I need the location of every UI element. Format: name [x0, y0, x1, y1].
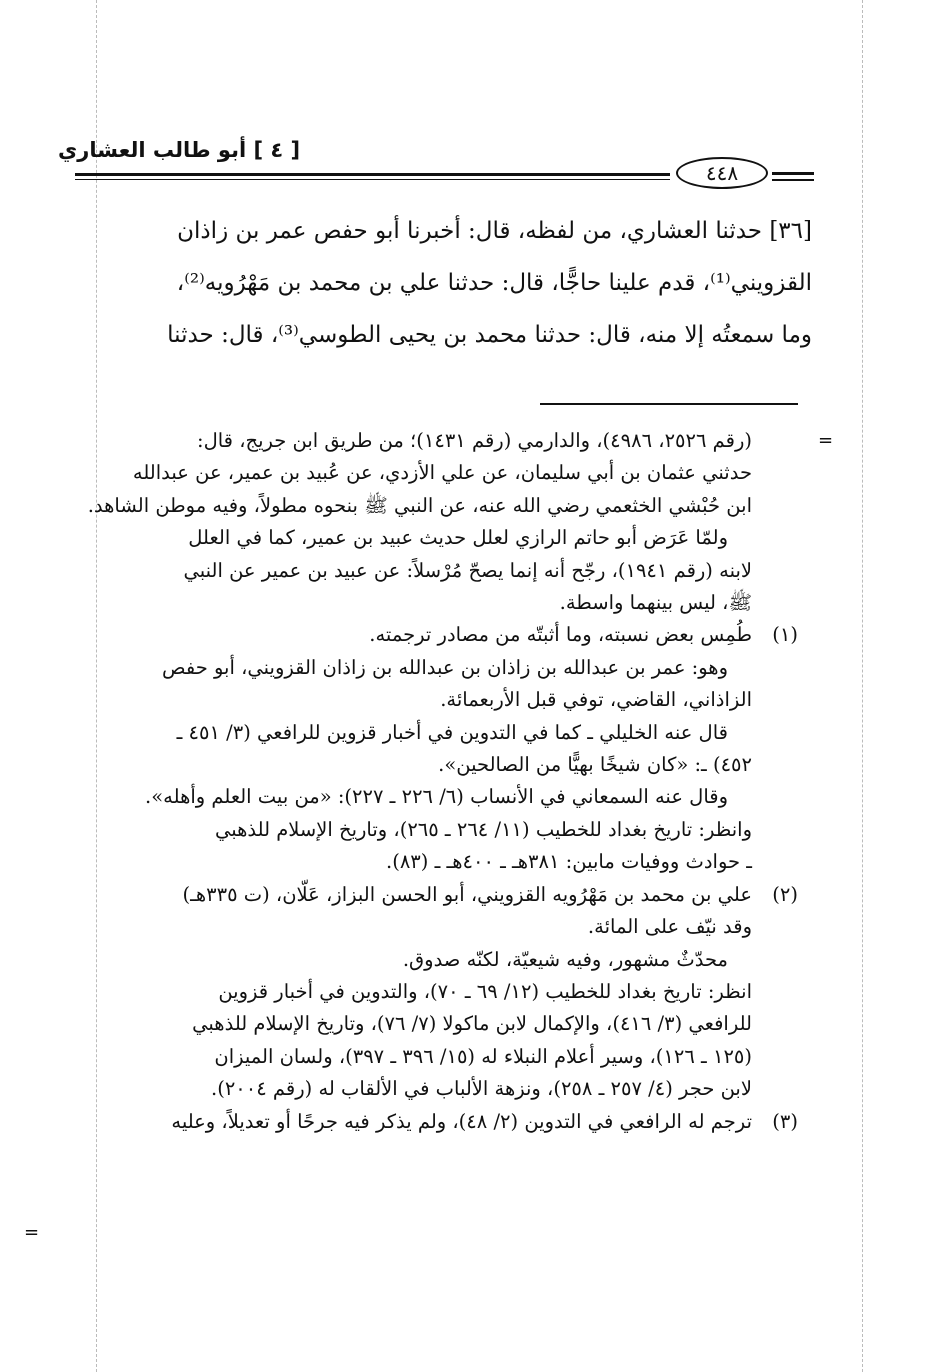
running-header-title: [ ٤ ] أبو طالب العشاري: [58, 138, 301, 162]
scan-artifact-line: [862, 0, 863, 1372]
main-text-line: وما سمعتُه إلا منه، قال: حدثنا محمد بن يحيى الطوسي⁽³⁾، قال: حدثنا: [167, 322, 812, 348]
footnote-line: وقد نيّف على المائة.: [587, 915, 752, 939]
continuation-mark-end: =: [24, 1222, 40, 1243]
main-text-line: [٣٦] حدثنا العشاري، من لفظه، قال: أخبرنا أبو حفص عمر بن زاذان: [177, 218, 812, 244]
footnote-3: (٣)ترجم له الرافعي في التدوين (٢/ ٤٨)، ولم يذكر فيه جرحًا أو تعديلاً، وعليه: [60, 1106, 798, 1138]
footnote-number: (٢): [772, 882, 798, 906]
footnote-line: ـ حوادث ووفيات مابين: ٣٨١هـ ـ ٤٠٠هـ ـ (٨٣).: [386, 850, 752, 874]
footnote-line: ﷺ، ليس بينهما واسطة.: [559, 591, 752, 615]
header-rule-thin: [75, 179, 670, 180]
footnote-line: الزاذاني، القاضي، توفي قبل الأربعمائة.: [440, 688, 752, 712]
footnote-line: انظر: تاريخ بغداد للخطيب (١٢/ ٦٩ ـ ٧٠)، والتدوين في أخبار قزوين: [218, 979, 752, 1003]
main-text: [70, 205, 812, 361]
footnote-line: وانظر: تاريخ بغداد للخطيب (١١/ ٢٦٤ ـ ٢٦٥)، وتاريخ الإسلام للذهبي: [214, 817, 752, 841]
footnote-line: حدثني عثمان بن أبي سليمان، عن علي الأزدي، عن عُبيد بن عمير، عن عبدالله: [132, 461, 752, 485]
continuation-mark: =: [818, 430, 834, 451]
footnote-line: محدّثٌ مشهور، وفيه شيعيّة، لكنّه صدوق.: [402, 947, 728, 971]
footnote-separator: [540, 403, 798, 405]
header-rule: [75, 173, 670, 176]
footnote-number: (٣): [772, 1109, 798, 1133]
header-rule-right: [772, 172, 814, 175]
footnote-line: وقال عنه السمعاني في الأنساب (٦/ ٢٢٦ ـ ٢٢٧): «من بيت العلم وأهله».: [145, 785, 728, 809]
footnote-line: وهو: عمر بن عبدالله بن زاذان بن عبدالله بن زاذان القزويني، أبو حفص: [161, 655, 728, 679]
main-text-line: القزويني⁽¹⁾، قدم علينا حاجًّا، قال: حدثنا علي بن محمد بن مَهْرُويه⁽²⁾،: [176, 270, 812, 296]
page-number: ٤٤٨: [676, 157, 768, 189]
footnote-line: ابن حُبْشي الخثعمي رضي الله عنه، عن النبي ﷺ بنحوه مطولاً، وفيه موطن الشاهد.: [87, 493, 752, 517]
footnote-line: (١٢٥ ـ ١٢٦)، وسير أعلام النبلاء له (١٥/ ٣٩٦ ـ ٣٩٧)، ولسان الميزان: [214, 1044, 752, 1068]
footnote-line: (رقم ٢٥٢٦، ٤٩٨٦)، والدارمي (رقم ١٤٣١)؛ من طريق ابن جريج، قال:: [197, 429, 752, 452]
footnote-1: (١)طُمِس بعض نسبته، وما أثبتّه من مصادر ترجمته.: [60, 619, 798, 651]
footnote-line: للرافعي (٣/ ٤١٦)، والإكمال لابن ماكولا (٧/ ٧٦)، وتاريخ الإسلام للذهبي: [192, 1012, 752, 1036]
footnote-line: ٤٥٢) ـ: «كان شيخًا بهيًّا من الصالحين».: [438, 753, 752, 777]
footnote-line: لابنه (رقم ١٩٤١)، رجّح أنه إنما يصحّ مُرْسلاً: عن عبيد بن عمير عن النبي: [183, 558, 752, 582]
footnote-line: قال عنه الخليلي ـ كما في التدوين في أخبار قزوين للرافعي (٣/ ٤٥١ ـ: [176, 720, 728, 744]
footnotes: [60, 425, 798, 1138]
footnote-line: لابن حجر (٤/ ٢٥٧ ـ ٢٥٨)، ونزهة الألباب في الألقاب له (رقم ٢٠٠٤).: [211, 1077, 752, 1101]
footnote-2: (٢)علي بن محمد بن مَهْرُويه القزويني، أبو الحسن البزاز، عَلّان، (ت ٣٣٥هـ): [60, 879, 798, 911]
footnote-number: (١): [772, 623, 798, 647]
header-rule-right-thin: [772, 179, 814, 181]
footnote-line: ولمّا عَرَض أبو حاتم الرازي لعلل حديث عبيد بن عمير، كما في العلل: [188, 526, 728, 550]
